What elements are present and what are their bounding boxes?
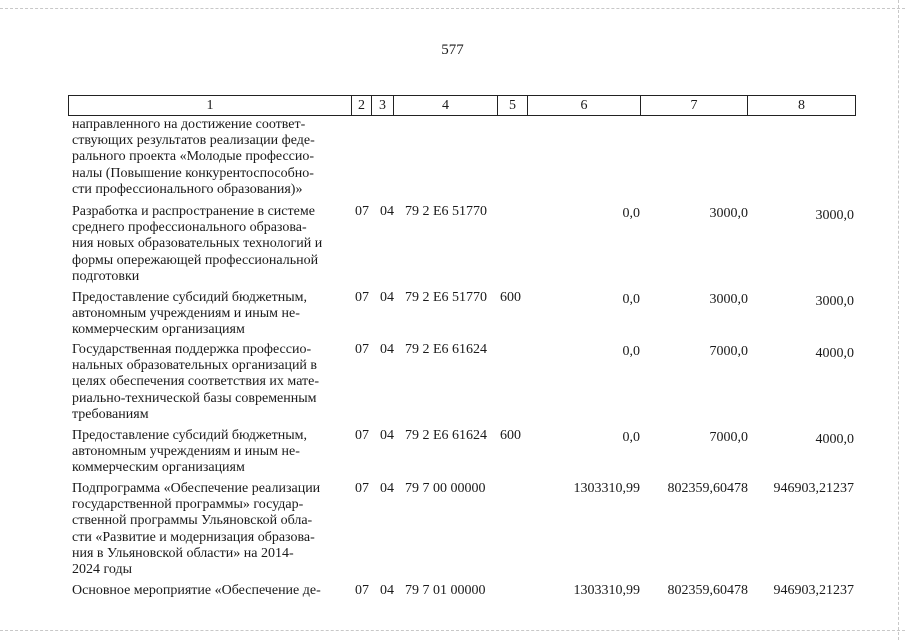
header-col-6: 6 [528,96,641,115]
row-name: Разработка и распространение в системе среднего профессионального образова- ния новых образовательных технологий и формы опережающей профессиональной подготовки [72,204,323,284]
cell-amount-8: 4000,0 [815,432,854,447]
cell-subsection: 04 [380,481,394,496]
row-name: направленного на достижение соответ- ствующих результатов реализации феде- рального проекта «Молодые профессио- налы (Повышение конкурентоспособно- сти профессионального образования)» [72,117,315,197]
page-number: 577 [441,42,464,58]
cell-subsection: 04 [380,342,394,357]
cell-subsection: 04 [380,583,394,598]
header-col-2: 2 [352,96,372,115]
header-col-3: 3 [372,96,394,115]
cell-amount-6: 0,0 [622,344,640,359]
cell-amount-7: 3000,0 [709,292,748,307]
cell-amount-6: 0,0 [622,206,640,221]
cell-amount-6: 0,0 [622,430,640,445]
cell-section: 07 [355,583,369,598]
header-col-7: 7 [641,96,748,115]
cell-section: 07 [355,481,369,496]
cell-amount-7: 802359,60478 [667,583,748,598]
cell-expense-type: 600 [500,290,521,305]
cell-target-code: 79 7 01 00000 [405,583,486,598]
cell-target-code: 79 2 Е6 61624 [405,342,488,357]
row-name: Основное мероприятие «Обеспечение де- [72,583,321,598]
row-name: Подпрограмма «Обеспечение реализации государственной программы» государ- ственной программы Ульяновской обла- сти «Развитие и модернизация образова- ния в Ульяновской области» на 2014- 2024 годы [72,481,321,578]
cell-amount-7: 802359,60478 [667,481,748,496]
cell-amount-6: 1303310,99 [573,583,640,598]
cell-section: 07 [355,290,369,305]
page-edge-top [0,8,905,10]
row-name: Предоставление субсидий бюджетным, автономным учреждениям и иным не- коммерческим организациям [72,290,308,338]
cell-amount-6: 0,0 [622,292,640,307]
page-edge-right [897,0,899,640]
cell-section: 07 [355,204,369,219]
cell-amount-6: 1303310,99 [573,481,640,496]
cell-target-code: 79 2 Е6 51770 [405,204,488,219]
cell-amount-7: 7000,0 [709,430,748,445]
header-col-5: 5 [498,96,528,115]
cell-subsection: 04 [380,290,394,305]
cell-subsection: 04 [380,204,394,219]
cell-amount-8: 3000,0 [815,208,854,223]
cell-target-code: 79 2 Е6 61624 [405,428,488,443]
cell-target-code: 79 7 00 00000 [405,481,486,496]
cell-amount-8: 946903,21237 [773,481,854,496]
cell-amount-8: 3000,0 [815,294,854,309]
header-col-1: 1 [69,96,352,115]
cell-subsection: 04 [380,428,394,443]
row-name: Предоставление субсидий бюджетным, автономным учреждениям и иным не- коммерческим организациям [72,428,308,476]
table-header-row [68,95,856,116]
cell-amount-7: 7000,0 [709,344,748,359]
cell-target-code: 79 2 Е6 51770 [405,290,488,305]
row-name: Государственная поддержка профессио- нальных образовательных организаций в целях обеспечения соответствия их мате- риально-технической базы современным требованиям [72,342,320,422]
cell-expense-type: 600 [500,428,521,443]
cell-amount-8: 4000,0 [815,346,854,361]
cell-amount-8: 946903,21237 [773,583,854,598]
page-edge-bottom [0,630,905,632]
header-col-8: 8 [798,98,805,113]
cell-amount-7: 3000,0 [709,206,748,221]
cell-section: 07 [355,342,369,357]
cell-section: 07 [355,428,369,443]
header-col-4: 4 [394,96,498,115]
